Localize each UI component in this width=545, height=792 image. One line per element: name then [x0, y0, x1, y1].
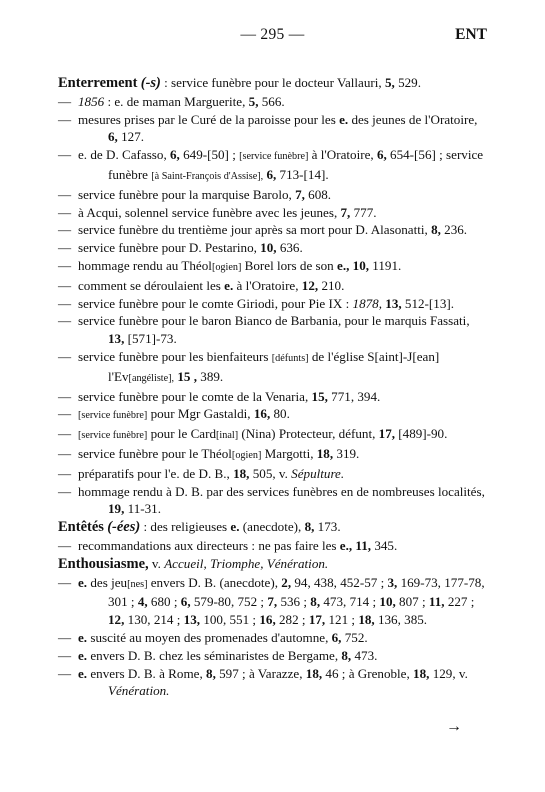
subentry: — service funèbre pour le Théol[ogien] Margotti, 18, 319.	[58, 445, 360, 461]
subentry: — hommage rendu à D. B. par des services funèbres en de nombreuses localités, 19, 11-31.	[58, 483, 485, 517]
continue-arrow-icon: →	[446, 718, 462, 735]
entry-enthousiasme: Enthousiasme, v. Accueil, Triomphe, Vénération.	[58, 555, 329, 572]
cross-reference: Accueil, Triomphe, Vénération.	[164, 555, 329, 571]
index-body	[58, 74, 488, 700]
entry-entetes: Entêtés (-ées) : des religieuses e. (anecdote), 8, 173.	[58, 519, 341, 536]
subentry: — service funèbre pour D. Pestarino, 10, 636.	[58, 240, 303, 256]
subentry: — service funèbre du trentième jour après sa mort pour D. Alasonatti, 8, 236.	[58, 222, 468, 238]
subentry: — e. de D. Cafasso, 6, 649-[50] ; [service funèbre] à l'Oratoire, 6, 654-[56] ; service funèbre [à Saint-François d'Assise], 6, 713-[14].	[58, 147, 484, 182]
entry-enterrement: Enterrement (-s) : service funèbre pour le docteur Vallauri, 5, 529.	[58, 75, 421, 91]
subentry: — service funèbre pour le comte de la Venaria, 15, 771, 394.	[58, 388, 381, 404]
entry-headword: Entêtés	[58, 519, 104, 536]
subentry: — recommandations aux directeurs : ne pas faire les e., 11, 345.	[58, 537, 398, 553]
subentry: — e. suscité au moyen des promenades d'automne, 6, 752.	[58, 629, 368, 645]
subentry: — à Acqui, solennel service funèbre avec les jeunes, 7, 777.	[58, 204, 377, 220]
subentry: — hommage rendu au Théol[ogien] Borel lors de son e., 10, 1191.	[58, 257, 402, 273]
running-head: ENT	[455, 26, 487, 43]
subentry: — e. envers D. B. à Rome, 8, 597 ; à Varazze, 18, 46 ; à Grenoble, 18, 129, v. Vénération.	[58, 665, 468, 699]
subentry: — [service funèbre] pour le Card[inal] (Nina) Protecteur, défunt, 17, [489]-90.	[58, 426, 448, 442]
subentry: — service funèbre pour le comte Giriodi, pour Pie IX : 1878, 13, 512-[13].	[58, 295, 455, 311]
cross-reference: Vénération.	[108, 683, 170, 699]
subentry: — comment se déroulaient les e. à l'Oratoire, 12, 210.	[58, 277, 345, 293]
subentry: — e. des jeu[nes] envers D. B. (anecdote), 2, 94, 438, 452-57 ; 3, 169-73, 177-78, 301 ; 4, 680 ; 6, 579-80, 752 ; 7, 536 ; 8, 473, 714 ; 10, 807 ; 11, 227 ; 12, 130, 214 ; 13, 100, 551 ; 16, 282 ; 17, 121 ; 18, 136, 385.	[58, 574, 485, 628]
subentry: — service funèbre pour le baron Bianco de Barbania, pour le marquis Fassati, 13, [571]-73.	[58, 313, 470, 347]
subentry: — mesures prises par le Curé de la paroisse pour les e. des jeunes de l'Oratoire, 6, 127.	[58, 111, 478, 145]
subentry: — 1856 : e. de maman Marguerite, 5, 566.	[58, 93, 285, 109]
page-number: — 295 —	[240, 26, 305, 43]
subentry: — e. envers D. B. chez les séminaristes de Bergame, 8, 473.	[58, 647, 378, 663]
subentry: — service funèbre pour les bienfaiteurs [défunts] de l'église S[aint]-J[ean] l'Ev[angéliste], 15 , 389.	[58, 348, 440, 384]
entry-headword: Enthousiasme,	[58, 555, 149, 572]
subentry: — [service funèbre] pour Mgr Gastaldi, 16, 80.	[58, 406, 290, 422]
subentry: — service funèbre pour la marquise Barolo, 7, 608.	[58, 186, 332, 202]
cross-reference: Sépulture.	[291, 465, 345, 481]
subentry: — préparatifs pour l'e. de D. B., 18, 505, v. Sépulture.	[58, 465, 345, 481]
entry-headword: Enterrement	[58, 75, 138, 91]
